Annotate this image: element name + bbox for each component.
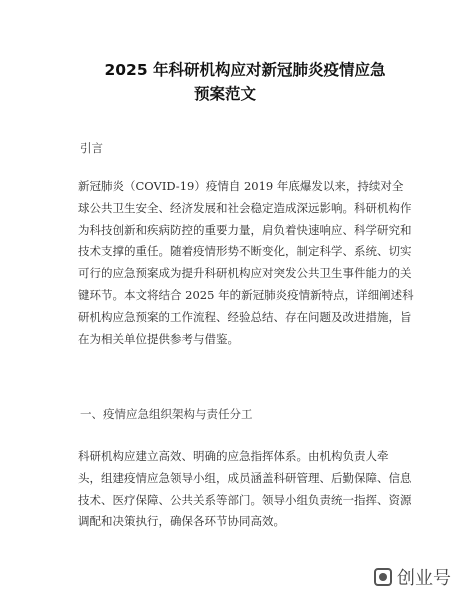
title-line-2: 预案范文 [193, 85, 256, 103]
intro-heading: 引言 [80, 141, 103, 155]
section-1-paragraph [78, 446, 412, 533]
watermark [374, 564, 451, 590]
paragraph-line: 球公共卫生安全、经济发展和社会稳定造成深远影响。科研机构作 [78, 200, 412, 215]
watermark-text: 创业号 [397, 568, 451, 589]
paragraph-line: 研机构应急预案的工作流程、经验总结、存在问题及改进措施，旨 [78, 309, 412, 324]
document-title [60, 58, 430, 106]
paragraph-line: 为科技创新和疾病防控的重要力量，肩负着快速响应、科学研究和 [78, 222, 412, 237]
paragraph-line: 可行的应急预案成为提升科研机构应对突发公共卫生事件能力的关 [78, 266, 412, 281]
paragraph-line: 键环节。本文将结合 2025 年的新冠肺炎疫情新特点，详细阐述科 [78, 287, 414, 302]
paragraph-line: 技术支撑的重任。随着疫情形势不断变化，制定科学、系统、切实 [78, 244, 412, 259]
paragraph-line: 新冠肺炎（COVID-19）疫情自 2019 年底爆发以来，持续对全 [78, 179, 404, 193]
paragraph-line: 在为相关单位提供参考与借鉴。 [78, 331, 239, 346]
section-1-heading: 一、疫情应急组织架构与责任分工 [80, 407, 253, 421]
intro-paragraph [78, 176, 414, 350]
chuangyehao-logo-icon [374, 568, 392, 586]
paragraph-line: 科研机构应建立高效、明确的应急指挥体系。由机构负责人牵 [78, 449, 389, 463]
paragraph-line: 技术、医疗保障、公共关系等部门。领导小组负责统一指挥、资源 [78, 492, 412, 507]
paragraph-line: 调配和决策执行，确保各环节协同高效。 [78, 514, 285, 529]
paragraph-line: 头，组建疫情应急领导小组，成员涵盖科研管理、后勤保障、信息 [78, 470, 412, 485]
title-line-1: 2025 年科研机构应对新冠肺炎疫情应急 [104, 61, 386, 79]
